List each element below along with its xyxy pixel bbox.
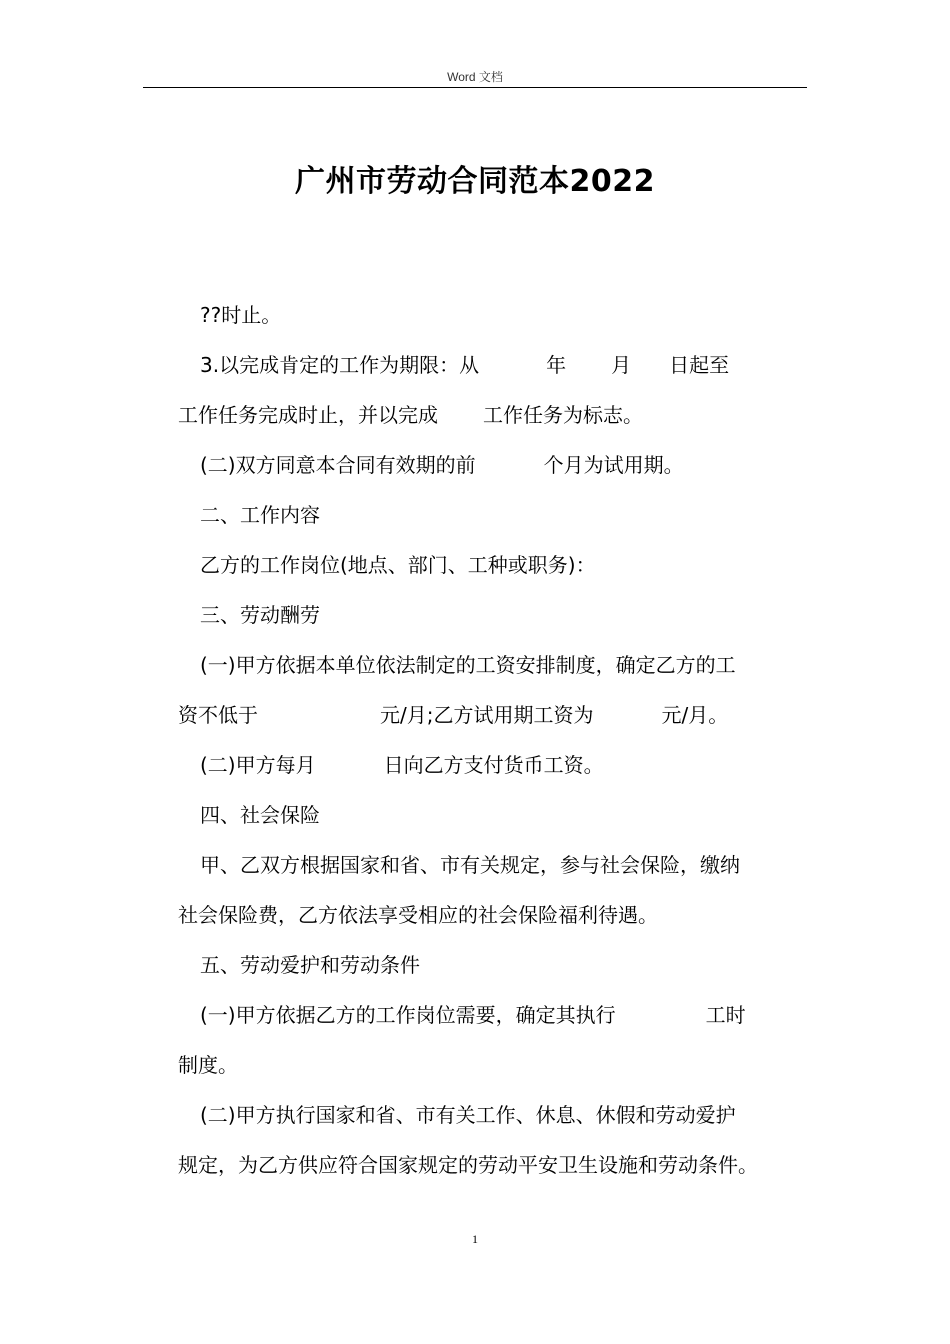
text: 甲、乙双方根据国家和省、市有关规定，参与社会保险，缴纳 — [200, 853, 740, 877]
document-title: 广州市劳动合同范本2022 — [295, 164, 655, 199]
text: 社会保险费，乙方依法享受相应的社会保险福利待遇。 — [178, 903, 658, 927]
document-header: Word 文档 — [447, 70, 503, 84]
text: 个月为试用期。 — [543, 453, 684, 477]
paragraph-line-6 — [200, 540, 840, 590]
section-heading-5 — [200, 940, 840, 990]
paragraph-line-10 — [200, 740, 840, 790]
text: ??时止。 — [200, 303, 282, 327]
text: 月 — [611, 353, 632, 377]
text: 四、社会保险 — [200, 803, 320, 827]
text: 日起至 — [669, 353, 730, 377]
text: 工作任务完成时止，并以完成 — [178, 403, 438, 427]
page-number: 1 — [472, 1232, 478, 1246]
text: 资不低于 — [178, 703, 258, 727]
text: 乙方的工作岗位(地点、部门、工种或职务)： — [200, 553, 596, 577]
paragraph-line-1 — [200, 290, 840, 340]
paragraph-line-15 — [200, 990, 840, 1040]
text: 元/月。 — [661, 703, 729, 727]
paragraph-line-3 — [178, 390, 818, 440]
text: (一)甲方依据本单位依法制定的工资安排制度，确定乙方的工 — [200, 653, 736, 677]
text: 制度。 — [178, 1053, 238, 1077]
text: 五、劳动爱护和劳动条件 — [200, 953, 420, 977]
section-heading-2 — [200, 490, 840, 540]
paragraph-line-13 — [178, 890, 818, 940]
header-divider — [143, 87, 807, 88]
section-heading-4 — [200, 790, 840, 840]
text: 日向乙方支付货币工资。 — [383, 753, 604, 777]
text: 元/月;乙方试用期工资为 — [380, 703, 594, 727]
text: 规定，为乙方供应符合国家规定的劳动平安卫生设施和劳动条件。 — [178, 1153, 758, 1177]
text: 3.以完成肯定的工作为期限：从 — [200, 353, 480, 377]
paragraph-line-4 — [200, 440, 840, 490]
text: (二)甲方每月 — [200, 753, 316, 777]
text: 工时 — [705, 1003, 746, 1027]
paragraph-line-12 — [200, 840, 840, 890]
text: 二、工作内容 — [200, 503, 320, 527]
text: 三、劳动酬劳 — [200, 603, 320, 627]
text: 年 — [546, 353, 567, 377]
paragraph-line-16 — [178, 1040, 818, 1090]
text: (二)甲方执行国家和省、市有关工作、休息、休假和劳动爱护 — [200, 1103, 736, 1127]
paragraph-line-2 — [200, 340, 840, 390]
paragraph-line-18 — [178, 1140, 818, 1190]
paragraph-line-8 — [200, 640, 840, 690]
paragraph-line-17 — [200, 1090, 840, 1140]
text: 工作任务为标志。 — [483, 403, 643, 427]
paragraph-line-9 — [178, 690, 818, 740]
text: (一)甲方依据乙方的工作岗位需要，确定其执行 — [200, 1003, 616, 1027]
section-heading-3 — [200, 590, 840, 640]
text: (二)双方同意本合同有效期的前 — [200, 453, 476, 477]
